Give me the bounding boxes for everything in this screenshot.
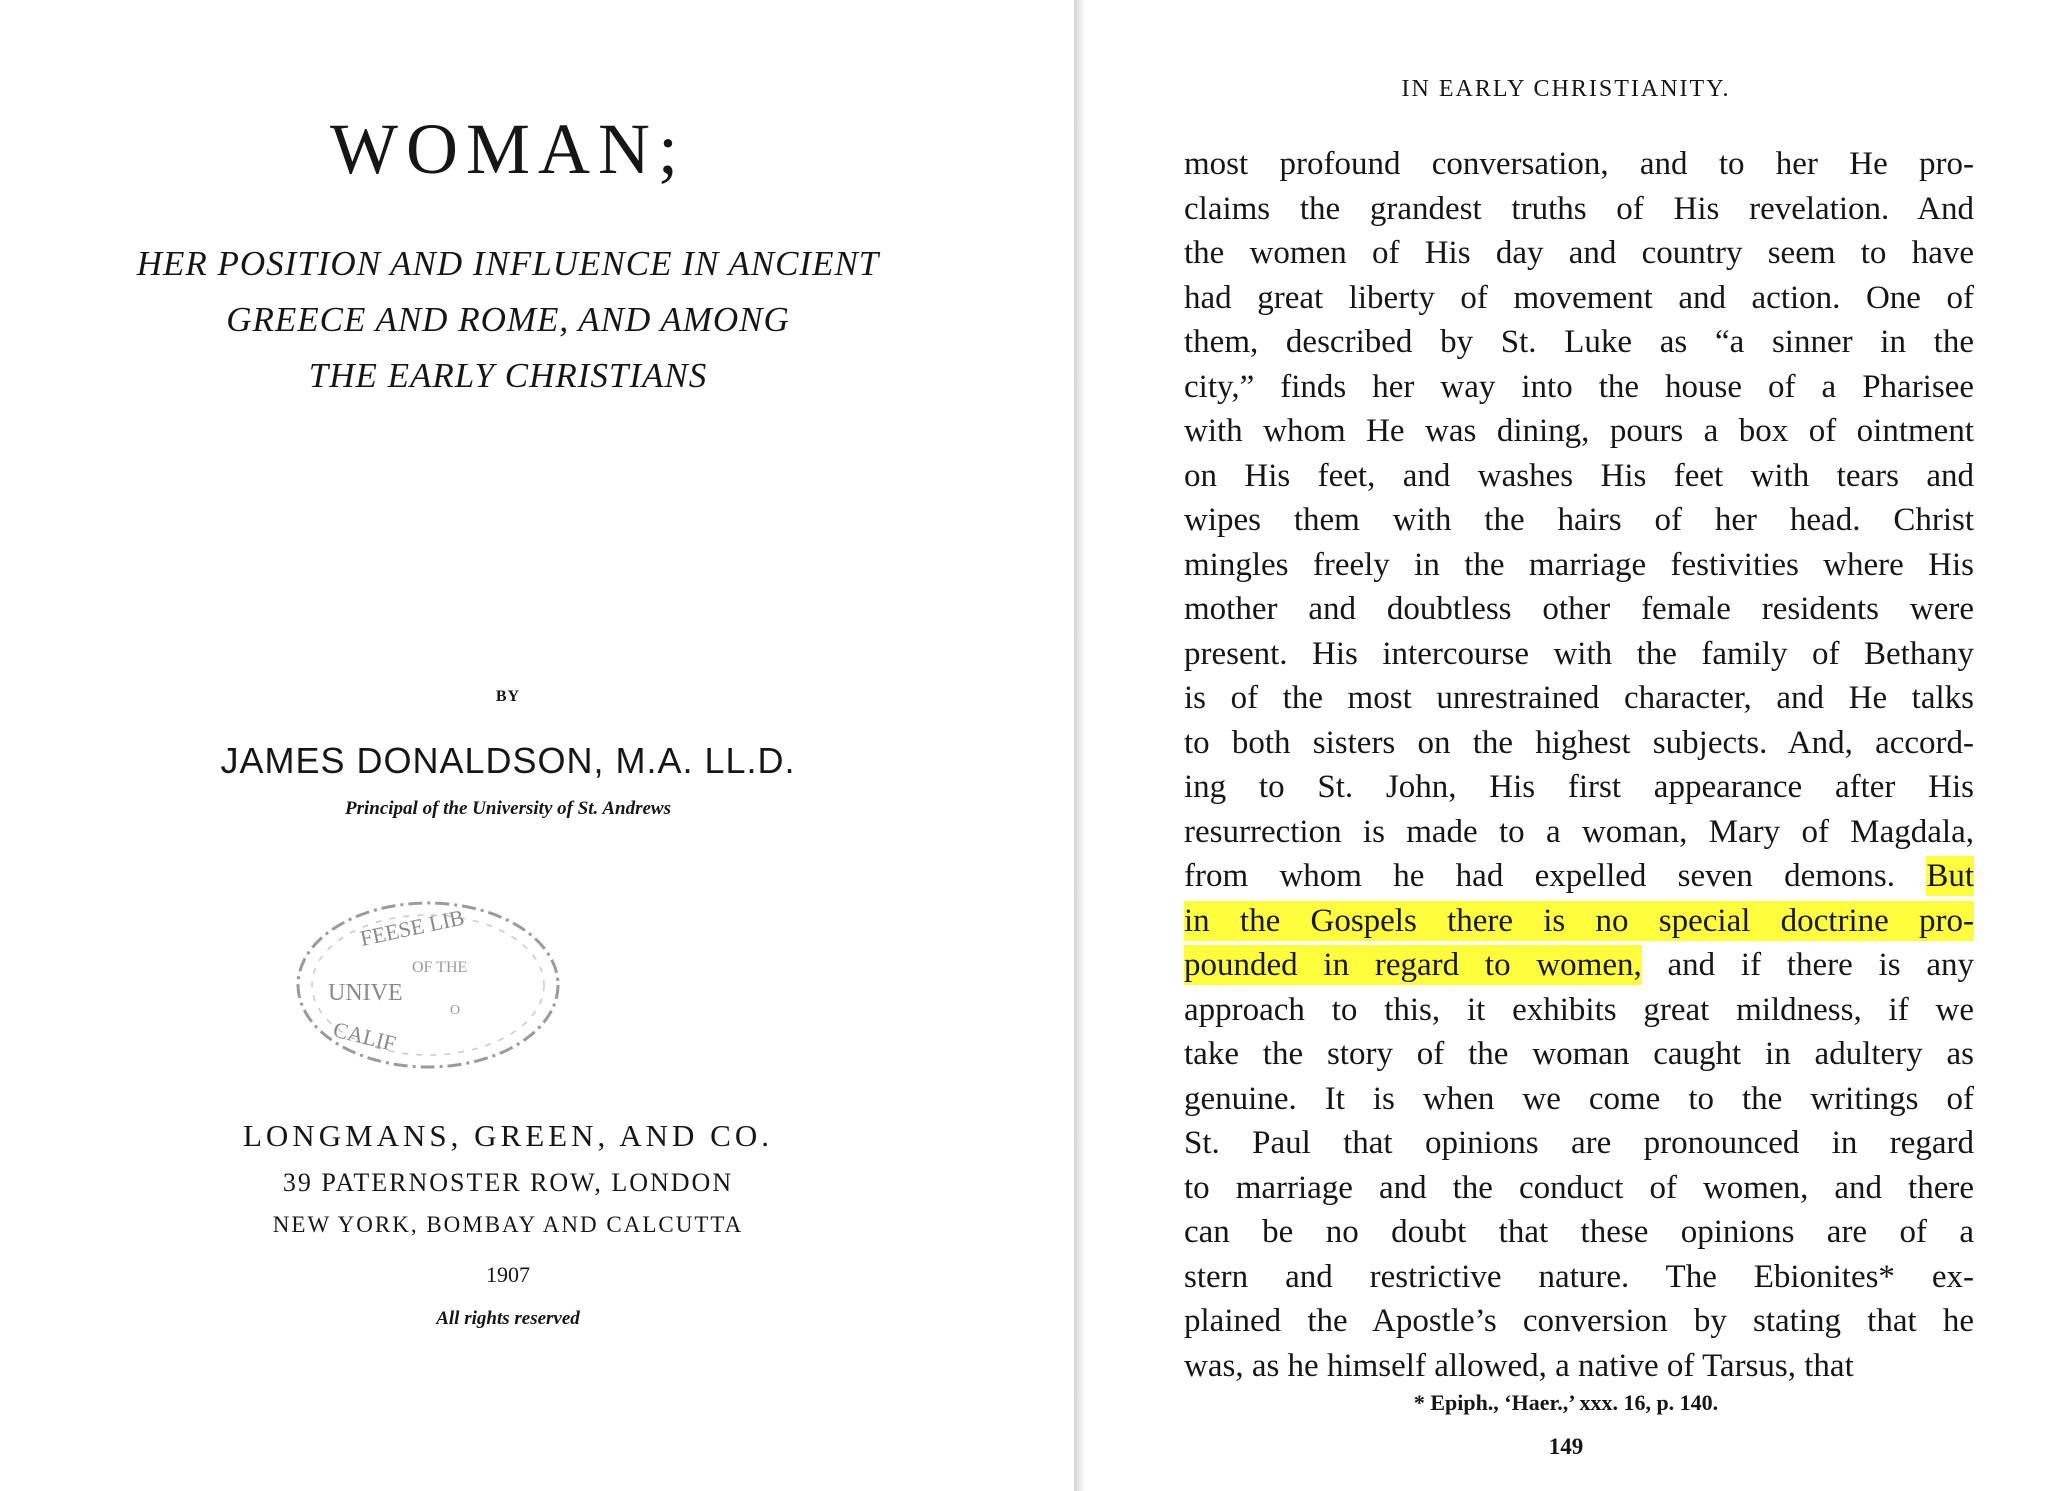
highlighted-text: in the Gospels there is no special doctrine pro- [1184,902,1974,939]
text-line: is of the most unrestrained character, and He talks [1184,680,1974,716]
text-line: can be no doubt that these opinions are of a [1184,1214,1974,1250]
book-title: WOMAN; [330,109,686,189]
text-line: was, as he himself allowed, a native of Tarsus, that [1184,1347,1854,1384]
text-line [1184,943,1974,988]
subtitle-line: HER POSITION AND INFLUENCE IN ANCIENT [136,244,880,283]
text-line: ing to St. John, His first appearance after His [1184,769,1974,805]
text-line: approach to this, it exhibits great mildness, if we [1184,991,1974,1028]
stamp-text: CALIF [330,1016,399,1057]
text-line: present. His intercourse with the family of Bethany [1184,635,1974,672]
text-line: to both sisters on the highest subjects. And, accord- [1184,724,1974,761]
author-name: JAMES DONALDSON, M.A. LL.D. [220,740,796,781]
text-line: St. Paul that opinions are pronounced in regard [1184,1125,1974,1161]
subtitle-line: GREECE AND ROME, AND AMONG [226,300,790,339]
text-line: plained the Apostle’s conversion by stating that he [1184,1303,1974,1339]
highlighted-text: But [1926,858,1974,894]
text-line: to marriage and the conduct of women, and there [1184,1169,1974,1206]
publication-year: 1907 [486,1262,530,1287]
book-subtitle [0,236,1016,404]
text-line: genuine. It is when we come to the writings of [1184,1080,1974,1117]
text-line: most profound conversation, and to her He pro- [1184,146,1974,182]
text-line: city,” finds her way into the house of a Pharisee [1184,368,1974,405]
text-line: them, described by St. Luke as “a sinner in the [1184,324,1974,360]
running-head: IN EARLY CHRISTIANITY. [1401,76,1731,102]
author-position: Principal of the University of St. Andrews [344,798,671,819]
text-line: on His feet, and washes His feet with tears and [1184,457,1974,494]
library-stamp [292,896,564,1074]
stamp-text: FEESE LIB [357,904,467,951]
publisher-name: LONGMANS, GREEN, AND CO. [242,1118,773,1153]
text-line: take the story of the woman caught in adultery as [1184,1036,1974,1072]
page-gutter [1074,0,1084,1491]
text-line: the women of His day and country seem to have [1184,235,1974,271]
rights-notice: All rights reserved [436,1308,580,1329]
page-number: 149 [1548,1434,1584,1459]
highlighted-text: pounded in regard to women, [1184,947,1642,983]
stamp-text: UNIVE [328,980,403,1006]
text-line: resurrection is made to a woman, Mary of Magdala, [1184,813,1974,850]
body-text [1184,142,1974,1388]
text-line [1184,899,1974,944]
text-page [1084,0,2048,1491]
by-label: BY [495,688,521,705]
text-line: wipes them with the hairs of her head. Christ [1184,502,1974,538]
text-line: had great liberty of movement and action. One of [1184,279,1974,316]
text-line: mother and doubtless other female residents were [1184,591,1974,627]
text-line: stern and restrictive nature. The Ebionites* ex- [1184,1258,1974,1295]
subtitle-line: THE EARLY CHRISTIANS [308,356,708,395]
text-segment: and if there is any [1641,947,1974,983]
publisher-address: 39 PATERNOSTER ROW, LONDON [282,1168,734,1197]
text-line: claims the grandest truths of His revelation. And [1184,190,1974,227]
footnote: * Epiph., ‘Haer.,’ xxx. 16, p. 140. [1413,1390,1719,1415]
text-line: with whom He was dining, pours a box of ointment [1184,413,1974,449]
publisher-cities: NEW YORK, BOMBAY AND CALCUTTA [272,1212,744,1237]
stamp-text: O [450,1003,461,1018]
stamp-text: OF THE [412,959,468,976]
text-line [1184,854,1974,899]
text-segment: from whom he had expelled seven demons. [1184,858,1927,894]
text-line: mingles freely in the marriage festivities where His [1184,546,1974,583]
